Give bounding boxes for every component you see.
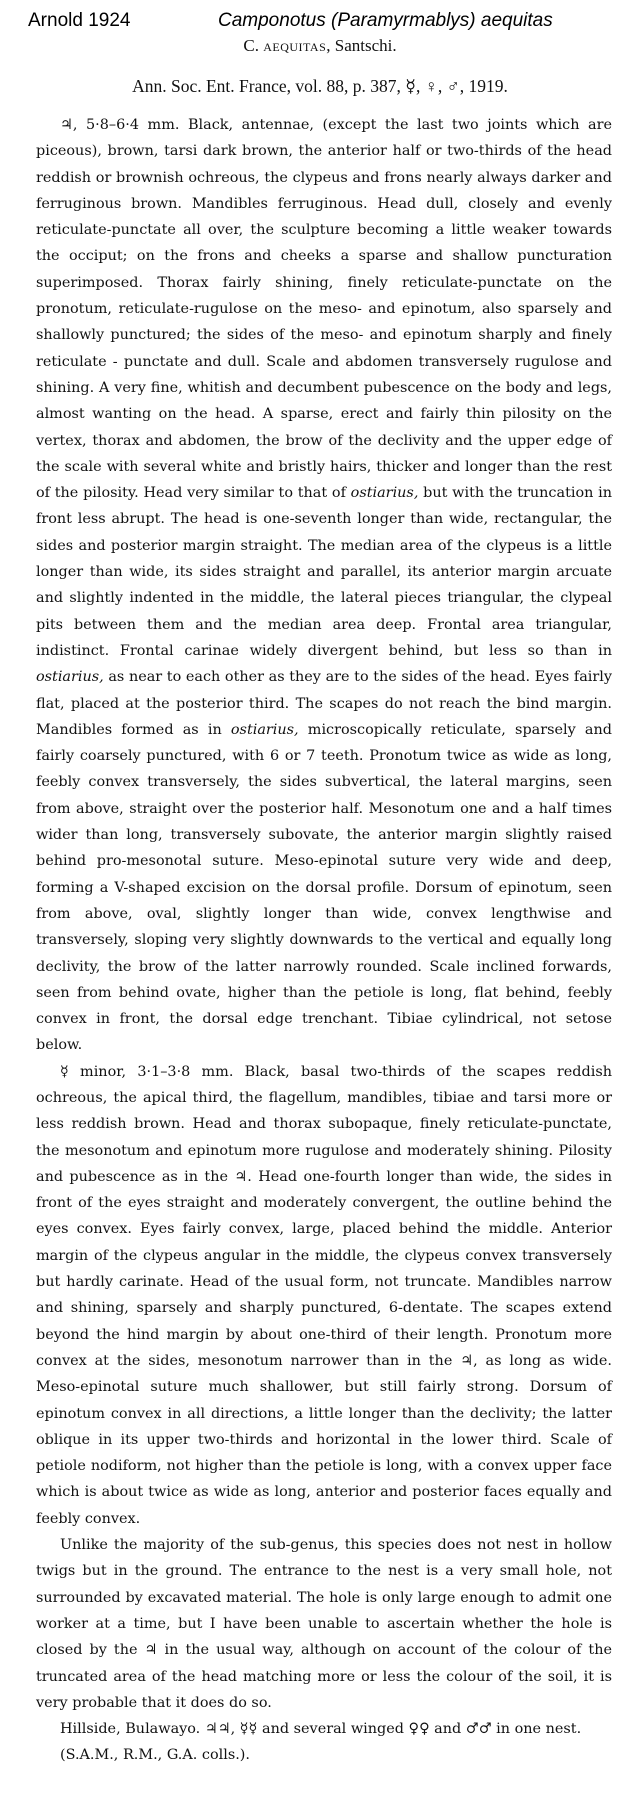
species-heading-author: , Santschi. [326, 36, 397, 55]
species-heading-genus: C. [243, 36, 264, 55]
soldier-description-paragraph [36, 112, 612, 1059]
minor-worker-description-paragraph: ☿ minor, 3·1–3·8 mm. Black, basal two-thirds of the scapes reddish ochreous, the apical third, the flagellum, mandibles, tibiae and tarsi more or less reddish brown. Head and thorax subopaque, finely reticulate-punctate, the mesonotum and epinotum more rugulose and moderately shining. Pilosity and pubescence as in the ♃. Head one-fourth longer than wide, the sides in front of the eyes straight and moderately convergent, the outline behind the eyes convex. Eyes fairly convex, large, placed behind the middle. Anterior margin of the clypeus angular in the middle, the clypeus convex transversely but hardly carinate. Head of the usual form, not truncate. Mandibles narrow and shining, sparsely and sharply punctured, 6-dentate. The scapes extend beyond the hind margin by about one-third of their length. Pronotum more convex at the sides, mesonotum narrower than in the ♃, as long as wide. Meso-epinotal suture much shallower, but still fairly strong. Dorsum of epinotum convex in all directions, a little longer than the declivity; the latter oblique in its upper two-thirds and horizontal in the lower third. Scale of petiole nodiform, not higher than the petiole is long, with a convex upper face which is about twice as wide as long, anterior and posterior faces equally and feebly convex. [36, 1063, 612, 1527]
description-body [36, 112, 612, 1769]
species-reference-3: ostiarius, [230, 721, 299, 738]
soldier-text-3: as near to each other as they are to the sides of the head. Eyes fairly flat, placed at the posterior third. The scapes do not reach the bind margin. Mandibles formed as in [36, 669, 612, 738]
locality-paragraph: Hillside, Bulawayo. ♃♃, ☿☿ and several winged ♀♀ and ♂♂ in one nest. [60, 1721, 582, 1738]
species-reference-1: ostiarius, [350, 485, 419, 502]
soldier-text-1: ♃, 5·8–6·4 mm. Black, antennae, (except the last two joints which are piceous), brown, tarsi dark brown, the anterior half or two-thirds of the head reddish or brownish ochreous, the clypeus and frons nearly always darker and ferruginous brown. Mandibles ferruginous. Head dull, closely and evenly reticulate-punctate all over, the sculpture becoming a little weaker towards the occiput; on the frons and cheeks a sparse and shallow puncturation superimposed. Thorax fairly shining, finely reticulate-punctate on the pronotum, reticulate-rugulose on the meso- and epinotum, also sparsely and shallowly punctured; the sides of the meso- and epinotum sharply and finely reticulate - punctate and dull. Scale and abdomen transversely rugulose and shining. A very fine, whitish and decumbent pubescence on the body and legs, almost wanting on the head. A sparse, erect and fairly thin pilosity on the vertex, thorax and abdomen, the brow of the declivity and the upper edge of the scale with several white and bristly hairs, thicker and longer than the rest of the pilosity. Head very similar to that of [36, 117, 612, 502]
species-heading-epithet: aequitas [263, 36, 327, 55]
soldier-text-4: microscopically reticulate, sparsely and fairly coarsely punctured, with 6 or 7 teeth. Pronotum twice as wide as long, feebly convex transversely, the sides subvertical, the lateral margins, seen from above, straight over the posterior half. Mesonotum one and a half times wider than long, transversely subovate, the anterior margin slightly raised behind pro-mesonotal suture. Meso-epinotal suture very wide and deep, forming a V-shaped excision on the dorsal profile. Dorsum of epinotum, seen from above, oval, slightly longer than wide, convex lengthwise and transversely, sloping very slightly downwards to the vertical and equally long declivity, the brow of the latter narrowly rounded. Scale inclined forwards, seen from behind ovate, higher than the petiole is long, flat behind, feebly convex in front, the dorsal edge trenchant. Tibiae cylindrical, not setose below. [36, 721, 612, 1054]
species-reference-2: ostiarius, [36, 669, 104, 686]
original-citation: Ann. Soc. Ent. France, vol. 88, p. 387, ☿, ♀, ♂, 1919. [132, 76, 508, 96]
species-heading [0, 36, 640, 56]
collections-paragraph: (S.A.M., R.M., G.A. colls.). [60, 1747, 251, 1764]
soldier-text-2: but with the truncation in front less abrupt. The head is one-seventh longer than wide, rectangular, the sides and posterior margin straight. The median area of the clypeus is a little longer than wide, its sides straight and parallel, its anterior margin arcuate and slightly indented in the middle, the lateral pieces triangular, the clypeal pits between them and the median area deep. Frontal area triangular, indistinct. Frontal carinae widely divergent behind, but less so than in [36, 485, 613, 659]
nesting-biology-paragraph: Unlike the majority of the sub-genus, this species does not nest in hollow twigs but in the ground. The entrance to the nest is a very small hole, not surrounded by excavated material. The hole is only large enough to admit one worker at a time, but I have been unable to ascertain whether the hole is closed by the ♃ in the usual way, although on account of the colour of the truncated area of the head matching more or less the colour of the soil, it is very probable that it does do so. [36, 1537, 612, 1711]
header-author-year: Arnold 1924 [28, 10, 131, 31]
header-taxon-name: Camponotus (Paramyrmablys) aequitas [218, 10, 553, 31]
